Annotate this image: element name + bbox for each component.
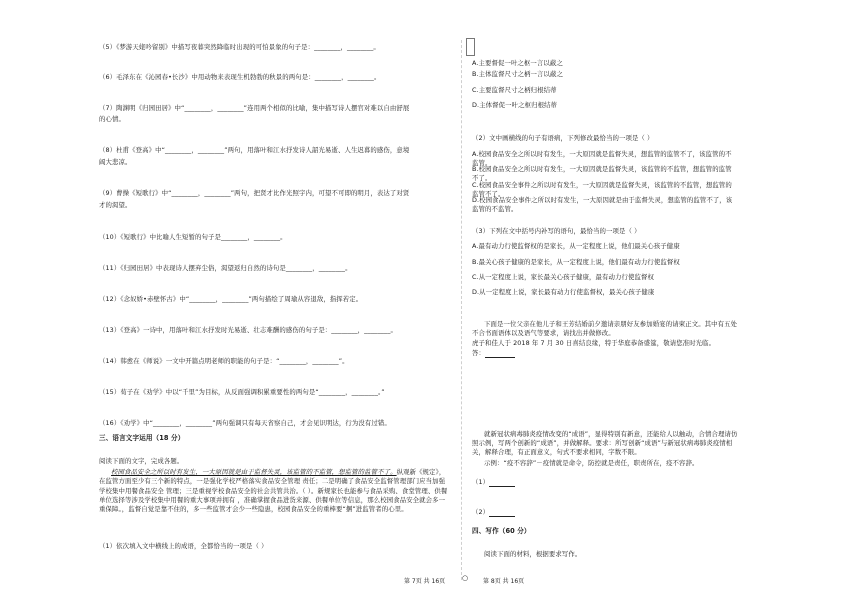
option-3d: D.从一定程度上说，家长最有动力行使监督权，最关心孩子健康	[472, 288, 655, 296]
question-15: （15）荀子在《劝学》中以“千里”为目标，从反面强调积累重要性的两句是“________，________。”	[99, 388, 385, 396]
answer-label: 答：	[472, 349, 738, 358]
question-9-line2: 才的渴望。	[99, 201, 132, 209]
idiom-prompt: 就新冠状病毒肺炎疫情改变的“成语”，显得特别有新意，还能给人以触动，合情合理请仿照示例，写两个创新的“成语”，并做解释。要求：所写创新“成语”与新冠状病毒肺炎疫情相关，解释合理，有正面意义，句式不要求相同，字数不限。	[472, 430, 738, 456]
invitation-text: 虎子和佳人于 2018 年 7 月 30 日喜结良缘，特于华庭恭备盛筵，敬请您准时光临。	[472, 339, 716, 347]
option-3c: C.从一定程度上说，家长最关心孩子健康，最有动力行使监督权	[472, 273, 654, 281]
underlined-sentence: 校园食品安全之所以时有发生，一大原因就是由于监督失灵，该监管的不监管，想监管的监管不了。	[111, 468, 397, 476]
option-1b: B.主体监督尺寸之柄一言以蔽之	[472, 70, 563, 78]
writing-intro: 阅读下面的材料，根据要求写作。	[484, 550, 582, 558]
question-8-line2: 阔大悲凉。	[99, 158, 132, 166]
section-4-title: 四、写作（60 分）	[472, 527, 531, 535]
passage-body: 纵观新《规定》，在监管方面至少有三个新的特点，一是强化学校严格落实食品安全管理 责任；二是明确了食品安全监督管理部门应当加强学校集中用餐食品安全 管理；三是重视学校食品安全的社会共管共治。（ ）。新规家长也能参与食品采购、食堂管理、供餐单位选择等涉及学校集中用餐的重大事项并拥有 ，准确掌握食品进货来源、供餐单位等信息，那么校园食品安全就会多一重保障。，监督自觉是靠不住的，多一些监管才会少一些隐患，校园食品安全的重棒要“捆”进监管者的心里。	[99, 468, 448, 514]
idiom-example: 示例：“疫不容辞”－疫情就是命令，防控就是责任，职责所在，疫不容辞。	[484, 459, 699, 467]
question-5: （5）《梦游天姥吟留别》中描写夜暮突然降临时出现的可怕景象的句子是：________，________。	[99, 43, 380, 51]
option-2c: C.校园食品安全事件之所以时有发生，一大原因就是监督失灵，该监管的不监管，想监管的监管不了。	[472, 181, 732, 198]
page-number-right: 第 8页 共 16页	[483, 578, 525, 585]
option-2d: D.校园食品安全事件之所以时有发生，一大原因就是由于监督失灵，想监管的监管不了，该监管的不监管。	[472, 196, 733, 213]
binding-hole-icon: ○	[462, 574, 469, 582]
question-12: （12）《念奴娇•赤壁怀古》中“________，________”两句描绘了周瑜从容退敌，指挥若定。	[99, 295, 363, 303]
answer-blank-0	[485, 349, 515, 358]
option-3b: B.最关心孩子健康的是家长，从一定程度上说，他们最有动力行使监督权	[472, 258, 680, 266]
question-6: （6）毛泽东在《沁园春•长沙》中用动物来表现生机勃勃的秋景的两句是：________，________。	[99, 73, 381, 81]
option-1d: D.主体督促一叶之枢归根结蒂	[472, 101, 558, 109]
question-16: （16）《劝学》中“________，________”两句强调只有每天省察自己，才会见识明达，行为没有过错。	[99, 419, 391, 427]
section-3-title: 三、语言文字运用（18 分）	[99, 434, 185, 442]
question-14: （14）韩愈在《师说》一文中开篇点明老师的职能的句子是：“________，________”。	[99, 357, 349, 365]
question-8-line1: （8）杜甫《登高》中“________，________”两句，用落叶和江水抒发诗人韶光易逝、人生迟暮的感伤，意境	[99, 146, 410, 154]
column-divider	[461, 40, 462, 580]
question-7-line2: 的心情。	[99, 115, 125, 123]
question-9-line1: （9）曹操《短歌行》中“________，________”两句，把贤才比作光照宇内，可望不可即的明月，表达了对贤	[99, 189, 410, 197]
question-10: （10）《短歌行》中比喻人生短暂的句子是________，________。	[99, 233, 287, 241]
invitation-prompt: 下面是一位父亲在他儿子和王芳结婚前夕邀请亲朋好友参加婚宴的请柬正文。其中有五处不合书面语体以及语气等要求，请找出并做修改。	[472, 320, 738, 337]
binding-marker	[466, 38, 475, 56]
question-13: （13）《登高》一诗中，用落叶和江水抒发时光易逝、壮志难酬的感伤的句子是：________，________。	[99, 326, 398, 334]
option-1c: C.主要监督尺寸之柄归根结蒂	[472, 86, 557, 94]
option-2a: A.校园食品安全之所以时有发生，一大原因就是监督失灵，想监管的监管不了，该监管的不监管。	[472, 150, 732, 167]
passage-food-safety	[99, 468, 451, 514]
page-number-left: 第 7页 共 16页	[404, 578, 446, 585]
reading-intro: 阅读下面的文字，完成各题。	[99, 457, 184, 465]
option-3a: A.最有动力行使监督权的是家长，从一定程度上说，他们最关心孩子健康	[472, 242, 680, 250]
sub-question-3: （3）下列在文中括号内补写的语句，最恰当的一项是（ ）	[472, 227, 641, 235]
question-11: （11）《归园田居》中表现诗人摆弃尘俗，渴望返归自然的诗句是________，________。	[99, 264, 352, 272]
option-1a: A.主要督促一叶之枢一言以蔽之	[472, 59, 563, 67]
question-7-line1: （7）陶渊明《归园田居》中“________，________”连用两个相似的比喻，集中描写诗人摆官对难以自由舒展	[99, 104, 410, 112]
sub-question-2: （2）文中画横线的句子有语病，下列修改最恰当的一项是（ ）	[472, 134, 654, 142]
idiom-answer-1: （1）	[472, 478, 738, 487]
option-2b: B.校园食品安全之所以时有发生，一大原因就是监督失灵，该监管的不监管，想监管的监管不了。	[472, 165, 732, 182]
sub-question-1: （1）依次填入文中横线上的成语，全都恰当的一项是（ ）	[99, 542, 268, 550]
idiom-answer-2: （2）	[472, 508, 738, 517]
